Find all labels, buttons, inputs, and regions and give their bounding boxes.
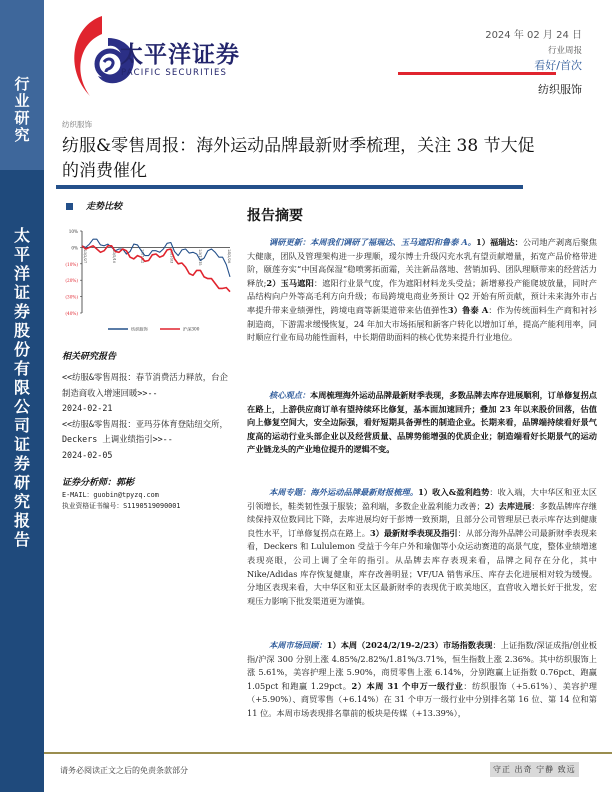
footer-motto: 守正 出奇 宁静 致远 — [490, 762, 579, 777]
svg-text:24/2/26: 24/2/26 — [227, 249, 231, 264]
paragraph-text: 公司地产剥离后聚焦大健康，团队及管理架构进一步理顺，瑷尔博士升级闪充水乳有望贡献增量，拓宽产品价格带进阶，颐莲夯实“中国高保湿”稳喷雾拓面霜，关注新品落地、营销加码、团队理顺带来的经营活力释放; — [247, 237, 597, 288]
trend-line-chart — [60, 225, 235, 340]
company-logo — [62, 14, 242, 100]
svg-text:(30%): (30%) — [65, 294, 78, 300]
related-report-date: 2024-02-05 — [62, 449, 113, 460]
svg-text:(10%): (10%) — [65, 261, 78, 267]
report-date: 2024 年 02 月 24 日 — [485, 30, 582, 41]
bold-label: 1）本周（2024/2/19-2/23）市场指数表现 — [326, 640, 493, 650]
paragraph-research-update — [247, 236, 597, 345]
svg-text:23/12/15: 23/12/15 — [198, 249, 203, 266]
paragraph-text: ：上证指数/深证成指/创业板指/沪深 300 分别上涨 4.85%/2.82%/1.81%/3.71%，恒生指数上涨 2.36%。其中纺织服饰上涨 5.61%，美容护理上涨 5.90%，商贸零售上涨 6.14%，分别跑赢上证指数 0.76pct、跑赢 1.05pct 和跑赢 1.29pct。 — [247, 640, 597, 691]
svg-text:(20%): (20%) — [65, 278, 78, 284]
header-divider — [398, 72, 556, 75]
paragraph-text: ：从部分海外品牌公司最新财季表现来看，Deckers 和 Lululemon 受益于今年户外和瑜伽等小众运动赛道的高景气度，整体业绩增速表现亮眼，公司上调了全年的指引。从品牌去库存表现来看，品牌之间存在分化，其中 Nike/Adidas 库存恢复健康，库存改善明显；VF/UA 销售承压、库存去化进展相对较为缓慢。分地区表现来看，大中华区和亚太区最新财季的表现优于欧美地区，直营收入增长好于批发，宏观压力影响下批发渠道更为谨慎。 — [247, 527, 597, 606]
related-report-link[interactable] — [62, 370, 235, 417]
related-report-link[interactable] — [62, 417, 235, 464]
related-reports-list — [62, 370, 235, 464]
svg-text:0%: 0% — [71, 245, 78, 251]
bold-label: 2）去库进展 — [484, 500, 532, 511]
svg-text:23/5/10: 23/5/10 — [111, 249, 116, 264]
related-report-date: 2024-02-21 — [62, 403, 113, 414]
related-reports-title: 相关研究报告 — [62, 352, 117, 362]
page-title: 纺服&零售周报：海外运动品牌最新财季梳理，关注 38 节大促的消费催化 — [62, 136, 535, 181]
sidebar-company-label: 太 平 洋 证 券 股 份 有 限 公 司 证 券 研 究 报 告 — [13, 226, 30, 549]
paragraph-core-view — [247, 389, 597, 457]
related-report-title: <<纺服&零售周报：亚玛芬体育登陆纽交所，Deckers 上调业绩指引>>-- — [62, 418, 228, 445]
paragraph-lead: 本周专题：海外运动品牌最新财报梳理。 — [269, 487, 419, 497]
paragraph-text: ：多数品牌库存继续保持双位数同比下降，去库进展均好于彭博一致预期，且部分公司管理层已表示库存达到健康良性水平，订单修复拐点在路上。 — [247, 500, 597, 538]
paragraph-lead: 调研更新：本周我们调研了福瑞达、玉马遮阳和鲁泰 A。 — [269, 237, 476, 247]
svg-text:纺织服饰: 纺织服饰 — [131, 326, 148, 332]
report-type: 行业周报 — [547, 46, 582, 56]
paragraph-lead: 核心观点： — [269, 390, 310, 400]
bold-label: 1）收入&盈利趋势 — [418, 487, 490, 497]
svg-text:23/2/27: 23/2/27 — [83, 249, 87, 264]
paragraph-text: ：遮阳行业景气度，作为遮阳材料龙头受益；新增募投产能爬坡放量，同时产品结构向户外等高毛利方向升级；布局跨境电商业务预计 Q2 开始有所贡献，预计未来海外市占率提升带来业绩弹性，跨境电商等新渠道带来估值弹性 — [247, 277, 597, 315]
sidebar-category-label: 行 业 研 究 — [14, 75, 30, 144]
svg-text:(40%): (40%) — [65, 311, 78, 316]
bold-label: 3）最新财季表现及指引 — [369, 527, 458, 538]
paragraph-lead: 本周市场回顾： — [269, 640, 327, 650]
footer-divider — [44, 752, 612, 754]
paragraph-weekly-topic — [247, 486, 597, 608]
logo-chinese-name: 太平洋证券 — [120, 42, 240, 68]
related-report-title: <<纺服&零售周报：春节消费活力释放，台企制造商收入增速回暖>>-- — [62, 372, 228, 398]
paragraph-text: ：作为传统面料生产商和衬衫制造商，下游需求缓慢恢复，24 年加大市场拓展和新客户转化以增加订单，提高产能利用率，同时顺应行业布局功能性面料，中长期借助面料的核心优势来提升行业地位。 — [247, 304, 597, 343]
header-sector: 纺织服饰 — [538, 83, 582, 96]
trend-chart-title: 走势比较 — [86, 202, 123, 212]
sector-label: 纺织服饰 — [62, 120, 92, 129]
bold-label: 2）玉马遮阳 — [266, 277, 314, 288]
bold-label: 3）鲁泰 A — [447, 304, 489, 315]
svg-text:23/7/22: 23/7/22 — [140, 249, 145, 264]
title-underline — [56, 185, 523, 189]
analyst-email[interactable]: E-MAIL：guobin@tpyzq.com — [62, 491, 159, 499]
svg-text:23/10/3: 23/10/3 — [169, 249, 174, 264]
paragraph-market-review — [247, 639, 597, 721]
bold-label: 1）福瑞达： — [475, 237, 523, 247]
paragraph-text: 本周梳理海外运动品牌最新财季表现，多数品牌去库存进展顺利，订单修复拐点在路上，上游供应商订单有望持续环比修复，基本面加速回升；叠加 23 年以来股价回落，估值向上修复空间大，安全边际强，看好短期具备弹性的制造企业。长期来看，品牌端持续看好景气度高的运动行业头部企业以及经营质量、品牌势能增强的优质企业；制造端看好长期景气的运动产业链龙头的产业地位提升的逻辑不变。 — [247, 390, 597, 455]
section-bullet-icon — [66, 203, 73, 210]
analyst-contact — [62, 490, 180, 512]
paragraph-text: ：纺织服饰（+5.61%）、美容护理（+5.90%）、商贸零售（+6.14%）在 31 个申万一级行业中分别排名第 16 位、第 14 位和第 11 位。本周市场表现排名靠前的板块是传媒（+13.39%）， — [247, 680, 597, 718]
footer-disclaimer: 请务必阅读正文之后的免责条款部分 — [60, 766, 188, 775]
bold-label: 2）本周 31 个申万一级行业 — [351, 680, 464, 691]
svg-text:沪深300: 沪深300 — [183, 326, 200, 332]
logo-english-name: PACIFIC SECURITIES — [121, 68, 228, 78]
rating-badge: 看好/首次 — [534, 59, 582, 72]
svg-text:10%: 10% — [68, 229, 78, 234]
analyst-name: 证券分析师：郭彬 — [62, 478, 135, 488]
paragraph-text: ：收入端，大中华区和亚太区引领增长，鞋类韧性强于服装；盈利端，多数企业盈利能力改善； — [247, 487, 597, 511]
analyst-license: 执业资格证书编号：S1190519090001 — [62, 502, 181, 510]
abstract-title: 报告摘要 — [247, 208, 303, 224]
